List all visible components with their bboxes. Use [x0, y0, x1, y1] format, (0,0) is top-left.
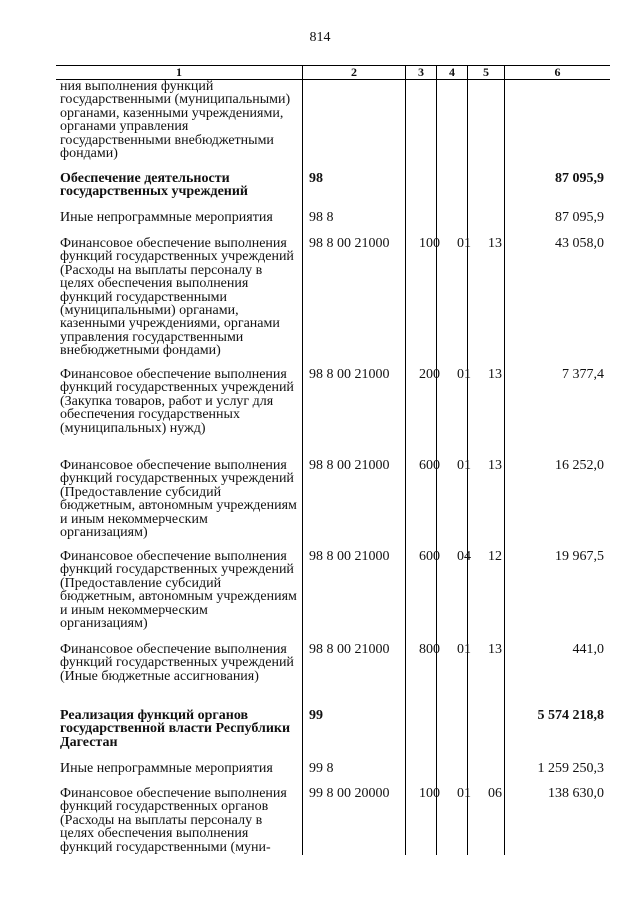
row-code: 98 8 00 21000: [309, 642, 390, 657]
row-vr: 800: [419, 642, 440, 657]
row-name: Финансовое обеспечение выполнения функций государственных учреждений (Закупка товаров, работ и услуг для обеспечения государственных (муниципальных) нужд): [60, 367, 294, 436]
row-rz: 01: [457, 458, 471, 473]
page-number: 814: [309, 30, 331, 45]
row-name: Иные непрограммные мероприятия: [60, 761, 273, 776]
row-sum: 5 574 218,8: [537, 708, 604, 723]
row-rz: 01: [457, 367, 471, 382]
row-name: ния выполнения функций государственными (муниципальными) органами, казенными учреждениями, органами управления государственными внебюджетными фондами): [60, 79, 291, 162]
header-col-4: 4: [449, 65, 455, 79]
row-name: Обеспечение деятельности государственных учреждений: [60, 171, 248, 200]
row-vr: 600: [419, 549, 440, 564]
row-pr: 12: [488, 549, 502, 564]
header-col-6: 6: [554, 65, 561, 79]
row-code: 99: [309, 708, 323, 723]
row-code: 98 8 00 21000: [309, 549, 390, 564]
row-pr: 13: [488, 236, 502, 251]
row-rz: 04: [457, 549, 471, 564]
row-code: 98 8 00 21000: [309, 236, 390, 251]
row-pr: 06: [488, 786, 502, 801]
row-pr: 13: [488, 458, 502, 473]
column-divider: [302, 65, 303, 855]
row-sum: 87 095,9: [555, 210, 604, 225]
row-vr: 100: [419, 236, 440, 251]
row-rz: 01: [457, 236, 471, 251]
row-sum: 87 095,9: [555, 171, 604, 186]
row-name: Реализация функций органов государственной власти Республики Дагестан: [60, 708, 291, 750]
row-sum: 7 377,4: [562, 367, 604, 382]
table-header: [56, 65, 610, 80]
row-vr: 100: [419, 786, 440, 801]
header-col-3: 3: [418, 65, 424, 79]
header-col-2: 2: [351, 65, 357, 79]
row-sum: 1 259 250,3: [537, 761, 604, 776]
row-code: 98 8 00 21000: [309, 458, 390, 473]
header-col-5: 5: [483, 65, 489, 79]
row-name: Иные непрограммные мероприятия: [60, 210, 273, 225]
row-name: Финансовое обеспечение выполнения функций государственных учреждений (Расходы на выплаты персоналу в целях обеспечения выполнения функций государственными (муниципальными) органами, казенными учреждениями, органами управления государственными внебюджетными фондами): [60, 236, 294, 359]
row-code: 99 8: [309, 761, 334, 776]
row-code: 99 8 00 20000: [309, 786, 390, 801]
row-sum: 441,0: [572, 642, 604, 657]
budget-table: [56, 65, 610, 855]
row-sum: 16 252,0: [555, 458, 604, 473]
row-rz: 01: [457, 786, 471, 801]
row-code: 98 8: [309, 210, 334, 225]
row-name: Финансовое обеспечение выполнения функций государственных учреждений (Иные бюджетные ассигнования): [60, 642, 294, 684]
column-divider: [504, 65, 505, 855]
row-sum: 43 058,0: [555, 236, 604, 251]
header-col-1: 1: [176, 65, 182, 79]
row-rz: 01: [457, 642, 471, 657]
row-pr: 13: [488, 642, 502, 657]
row-name: Финансовое обеспечение выполнения функций государственных учреждений (Предоставление субсидий бюджетным, автономным учреждениям и иным некоммерческим организациям): [60, 549, 297, 632]
row-pr: 13: [488, 367, 502, 382]
row-name: Финансовое обеспечение выполнения функций государственных учреждений (Предоставление субсидий бюджетным, автономным учреждениям и иным некоммерческим организациям): [60, 458, 297, 541]
row-sum: 19 967,5: [555, 549, 604, 564]
row-vr: 600: [419, 458, 440, 473]
row-code: 98 8 00 21000: [309, 367, 390, 382]
row-vr: 200: [419, 367, 440, 382]
row-name: Финансовое обеспечение выполнения функций государственных органов (Расходы на выплаты персоналу в целях обеспечения выполнения функций государственными (муни-: [60, 786, 287, 855]
row-code: 98: [309, 171, 323, 186]
row-sum: 138 630,0: [548, 786, 604, 801]
